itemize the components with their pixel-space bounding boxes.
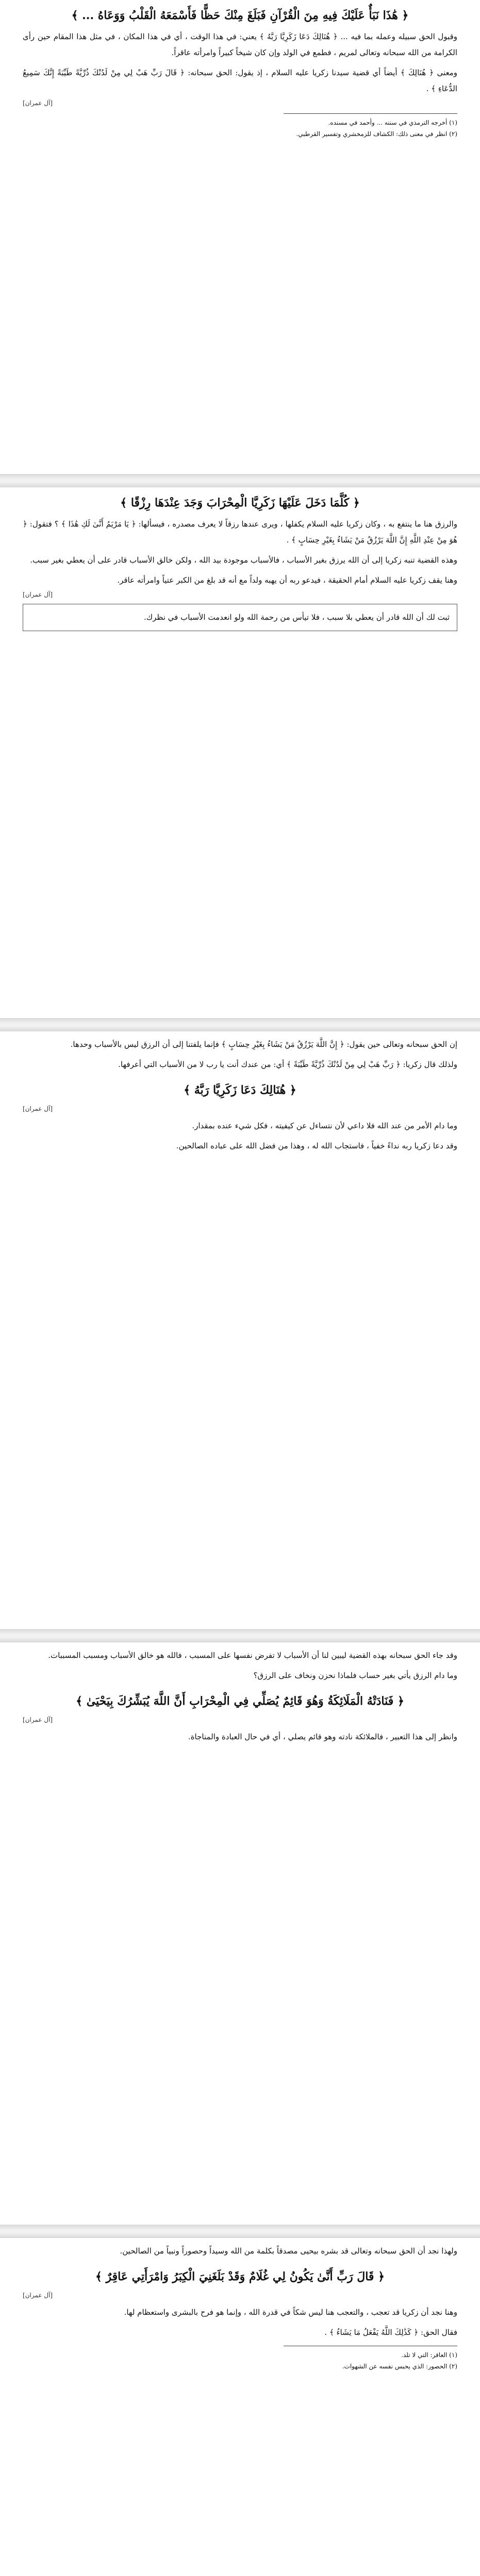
reference-label: [آل عمران]	[23, 99, 53, 107]
footnote: (٢) انظر في معنى ذلك: الكشاف للزمخشري وتفسير القرطبي.	[296, 130, 457, 138]
page-separator	[0, 1018, 480, 1031]
paragraph: وهنا نجد أن زكريا قد تعجب ، والتعجب هنا ليس شكاً في قدرة الله ، وإنما هو فرح بالبشرى واستعظام لها.	[124, 2308, 457, 2317]
paragraph: وهنا يقف زكريا عليه السلام أمام الحقيقة ، فيدعو ربه أن يهبه ولداً مع أنه قد بلغ من الكبر عتياً وامرأته عاقر.	[117, 575, 457, 585]
page-2	[0, 487, 480, 1018]
reference-label: [آل عمران]	[23, 2292, 53, 2299]
footnote: (١) العاقر: التي لا تلد.	[401, 2351, 457, 2359]
page-1	[0, 0, 480, 474]
page-5	[0, 2238, 480, 2576]
page-separator	[0, 1629, 480, 1642]
page-3	[0, 1031, 480, 1629]
paragraph: ولهذا نجد أن الحق سبحانه وتعالى قد بشره بيحيى مصدقاً بكلمة من الله وسيداً وحصوراً ونبياً من الصالحين.	[120, 2246, 457, 2256]
verse-heading: ﴿ هُنَالِكَ دَعَا زَكَرِيَّا رَبَّهُ ﴾	[184, 1083, 296, 1097]
boxed-note	[23, 604, 457, 631]
paragraph: وما دام الأمر من عند الله فلا داعي لأن نتساءل عن كيفيته ، فكل شيء عنده بمقدار.	[192, 1121, 457, 1130]
reference-label: [آل عمران]	[23, 1105, 53, 1112]
verse-heading: ﴿ هَٰذَا نَبَأٌ عَلَيْكَ فِيهِ مِنَ الْقُرْآنِ فَبَلَغَ مِنْكَ حَظًّا فَأَسْمَعَهُ الْقَلْبُ وَوَعَاهُ ... ﴾	[71, 9, 409, 22]
paragraph: وقبول الحق سبيله وعمله بما فيه ... ﴿ هُنَالِكَ دَعَا زَكَرِيَّا رَبَّهُ ﴾ يعني: في هذا الوقت ، أي في هذا المكان ، في مثل هذا المقام حين رأى الكرامة من الله سبحانه وتعالى لمريم ، فطمع في الولد وإن كان شيخاً كبيراً وامرأته عاقراً.	[23, 32, 457, 57]
paragraph: وقد جاء الحق سبحانه بهذه القضية ليبين لنا أن الأسباب لا تفرض نفسها على المسبب ، فالله هو خالق الأسباب ومسبب المسببات.	[48, 1651, 457, 1660]
page-separator	[0, 2225, 480, 2238]
verse-quote: ﴿ فَنَادَتْهُ الْمَلَائِكَةُ وَهُوَ قَائِمٌ يُصَلِّي فِي الْمِحْرَابِ أَنَّ اللَّهَ يُبَشِّرُكَ بِيَحْيَىٰ ﴾	[76, 1694, 404, 1708]
page-4	[0, 1642, 480, 2225]
page-separator	[0, 474, 480, 487]
footnote: (٢) الحصور: الذي يحبس نفسه عن الشهوات.	[342, 2363, 457, 2370]
paragraph: فقال الحق: ﴿ كَذَٰلِكَ اللَّهُ يَفْعَلُ مَا يَشَاءُ ﴾ .	[324, 2328, 457, 2337]
footnote: (١) أخرجه الترمذي في سننه ... وأحمد في مسنده.	[328, 119, 457, 126]
boxed-note-text: ثبت لك أن الله قادر أن يعطي بلا سبب ، فلا تيأس من رحمة الله ولو انعدمت الأسباب في نظرك.	[144, 613, 450, 622]
paragraph: وانظر إلى هذا التعبير ، فالملائكة نادته وهو قائم يصلي ، أي في حال العبادة والمناجاة.	[188, 1732, 457, 1741]
paragraph: إن الحق سبحانه وتعالى حين يقول: ﴿ إِنَّ اللَّهَ يَرْزُقُ مَنْ يَشَاءُ بِغَيْرِ حِسَابٍ ﴾ فإنما يلفتنا إلى أن الرزق ليس بالأسباب وحدها.	[70, 1040, 457, 1049]
paragraph: وقد دعا زكريا ربه نداءً خفياً ، فاستجاب الله له ، وهذا من فضل الله على عباده الصالحين.	[176, 1141, 457, 1150]
footnote-rule	[284, 113, 457, 114]
paragraph: ومعنى ﴿ هُنَالِكَ ﴾ أيضاً أي قضية سيدنا زكريا عليه السلام ، إذ يقول: الحق سبحانه: ﴿ قَالَ رَبِّ هَبْ لِي مِنْ لَدُنْكَ ذُرِّيَّةً طَيِّبَةً إِنَّكَ سَمِيعُ الدُّعَاءِ ﴾ .	[23, 68, 458, 93]
verse-quote: ﴿ قَالَ رَبِّ أَنَّىٰ يَكُونُ لِي غُلَامٌ وَقَدْ بَلَغَنِيَ الْكِبَرُ وَامْرَأَتِي عَاقِرٌ ﴾	[95, 2270, 385, 2283]
verse-heading: ﴿ كُلَّمَا دَخَلَ عَلَيْهَا زَكَرِيَّا الْمِحْرَابَ وَجَدَ عِنْدَهَا رِزْقًا ﴾	[120, 496, 360, 510]
reference-label: [آل عمران]	[23, 1716, 53, 1723]
paragraph: ولذلك قال زكريا: ﴿ رَبِّ هَبْ لِي مِنْ لَدُنْكَ ذُرِّيَّةً طَيِّبَةً ﴾ أي: من عندك أنت يا رب لا من الأسباب التي أعرفها.	[118, 1060, 457, 1069]
paragraph: والرزق هنا ما ينتفع به ، وكان زكريا عليه السلام يكفلها ، ويرى عندها رزقاً لا يعرف مصدره ، فيسألها: ﴿ يَا مَرْيَمُ أَنَّىٰ لَكِ هَٰذَا ﴾ ؟ فتقول: ﴿ هُوَ مِنْ عِنْدِ اللَّهِ إِنَّ اللَّهَ يَرْزُقُ مَنْ يَشَاءُ بِغَيْرِ حِسَابٍ ﴾ .	[23, 519, 457, 545]
paragraph: وما دام الرزق يأتي بغير حساب فلماذا نحزن ونخاف على الرزق؟	[253, 1671, 457, 1680]
reference-label: [آل عمران]	[23, 591, 53, 598]
paragraph: وهذه القضية تنبه زكريا إلى أن الله يرزق بغير الأسباب ، فالأسباب موجودة بيد الله ، ولكن خالق الأسباب قادر على أن يعطي بغير سبب.	[30, 555, 457, 565]
